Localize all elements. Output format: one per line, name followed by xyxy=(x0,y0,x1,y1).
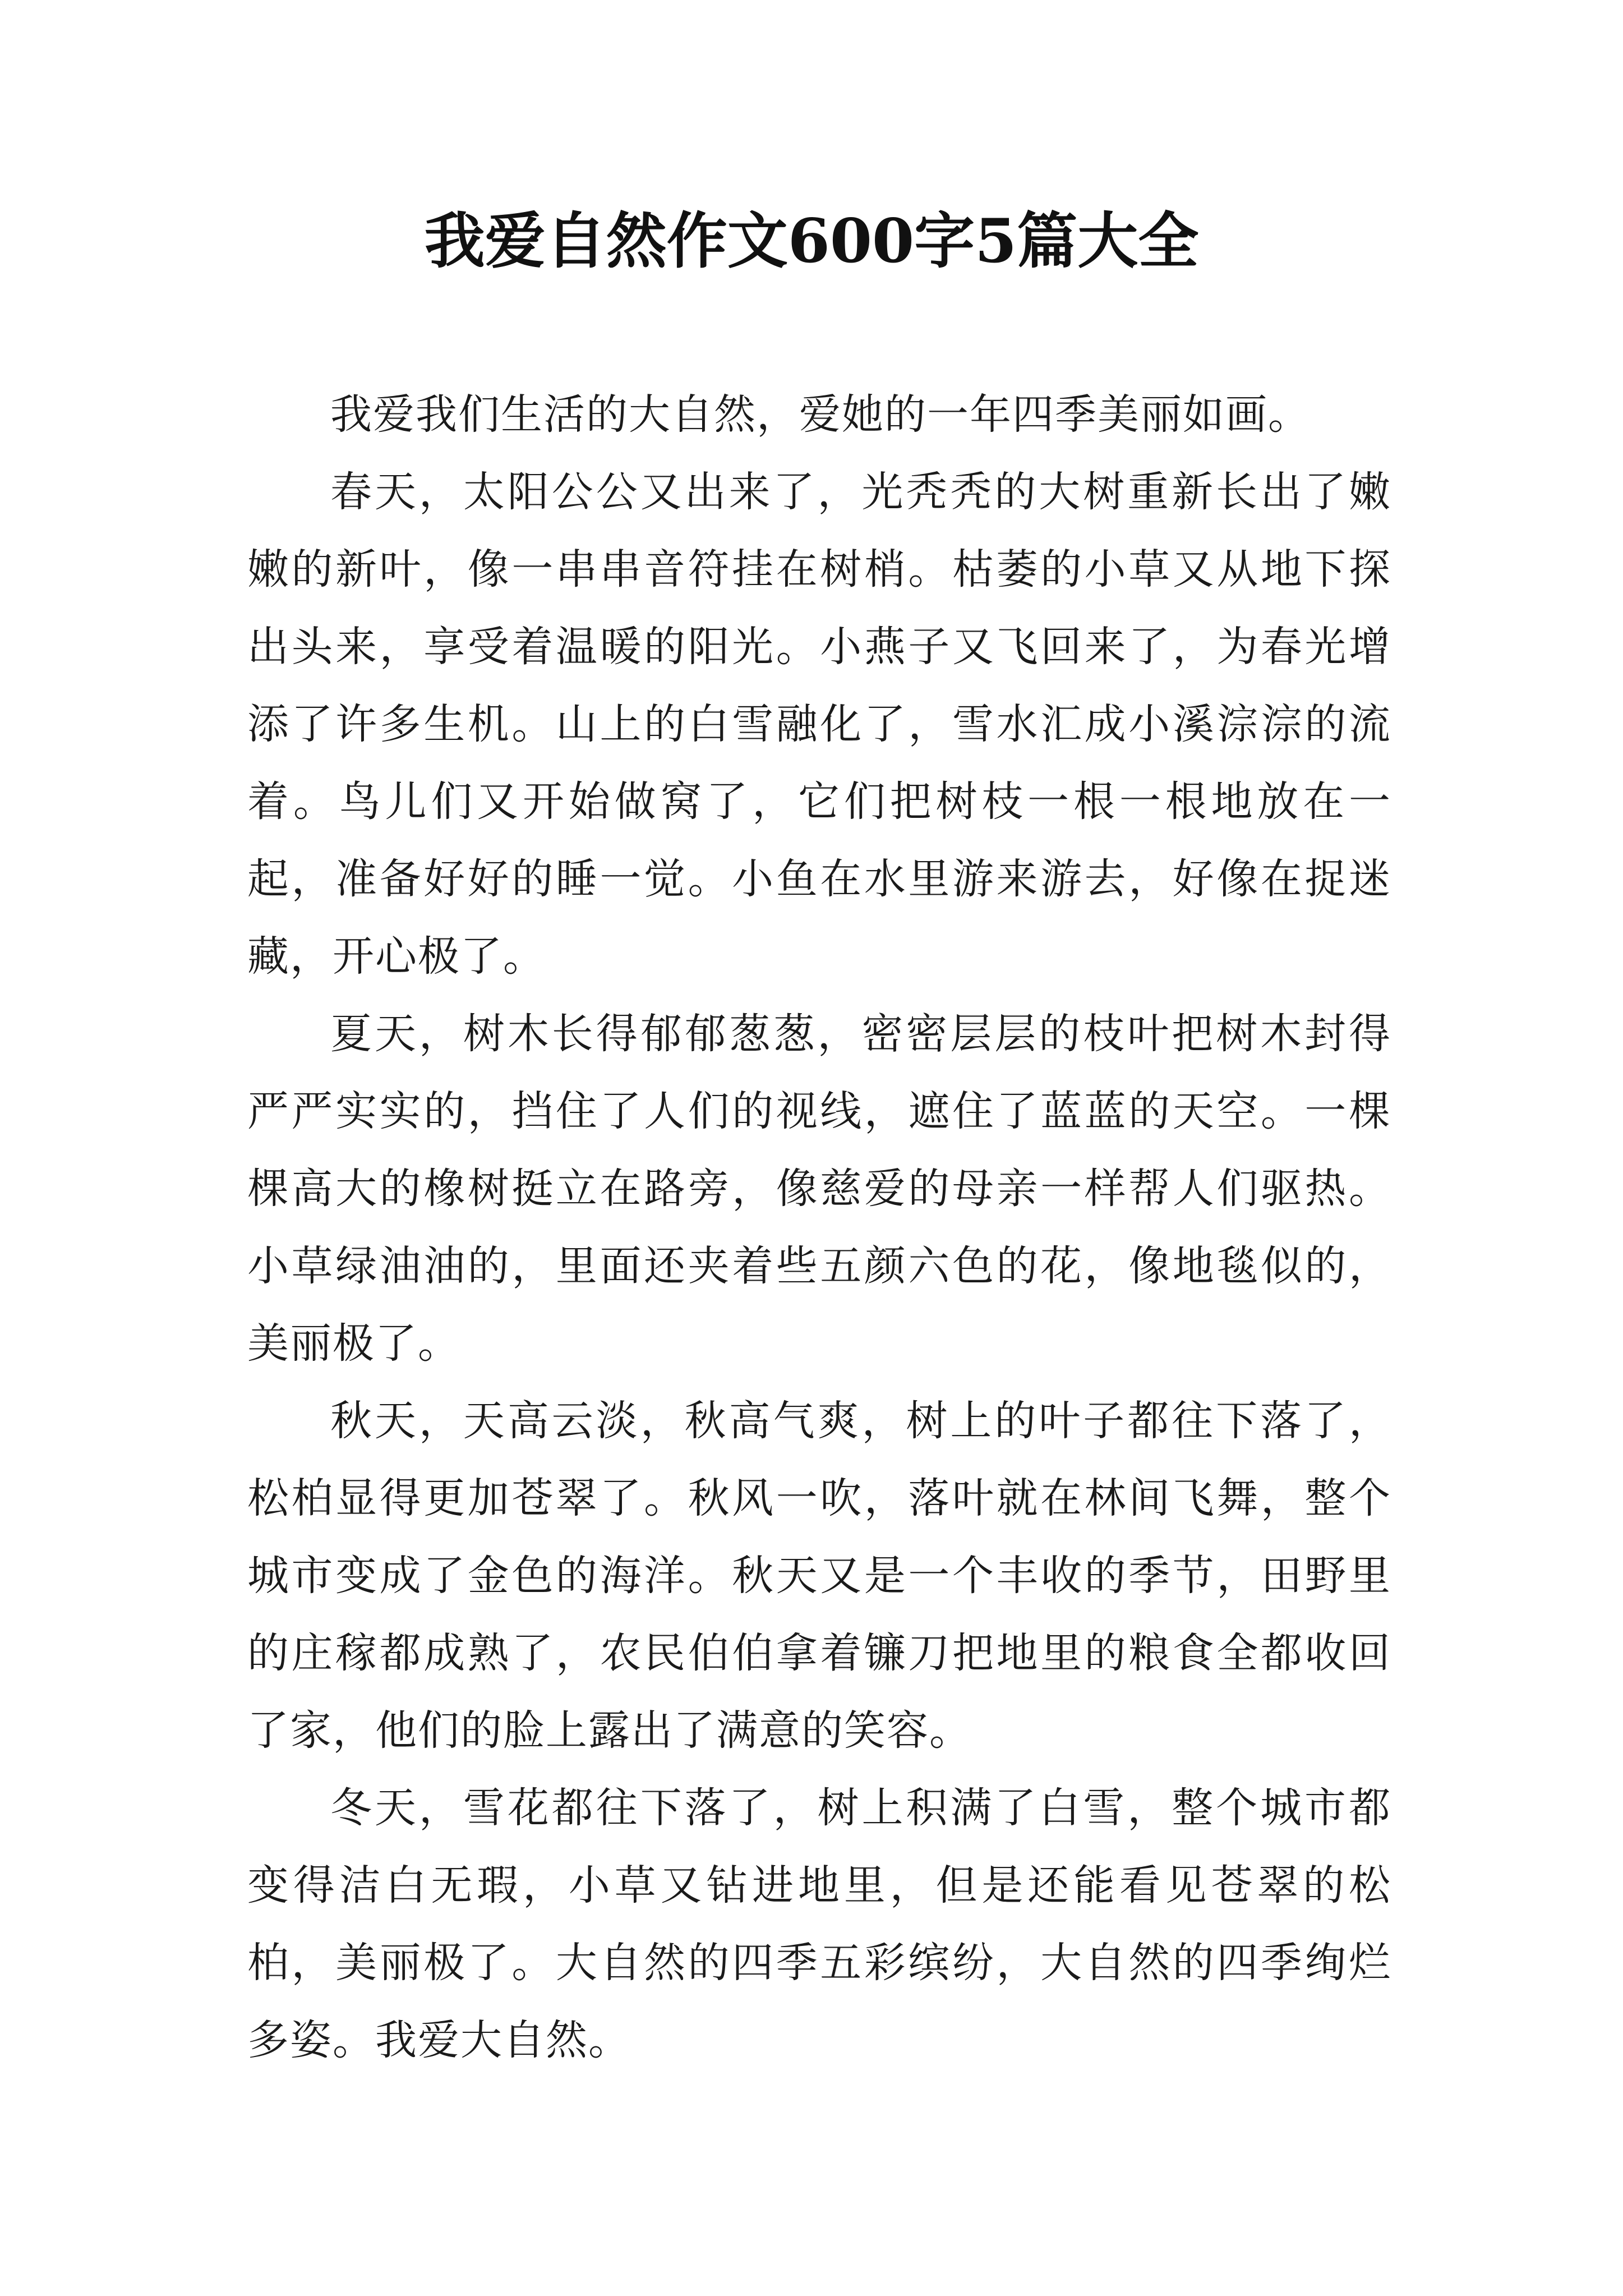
document-body xyxy=(247,376,1391,2079)
paragraph-spring: 春天，太阳公公又出来了，光秃秃的大树重新长出了嫩嫩的新叶，像一串串音符挂在树梢。枯萎的小草又从地下探出头来，享受着温暖的阳光。小燕子又飞回来了，为春光增添了许多生机。山上的白雪融化了，雪水汇成小溪淙淙的流着。鸟儿们又开始做窝了，它们把树枝一根一根地放在一起，准备好好的睡一觉。小鱼在水里游来游去，好像在捉迷藏，开心极了。 xyxy=(247,468,1391,981)
document-title: 我爱自然作文600字5篇大全 xyxy=(424,206,1199,277)
paragraph-winter: 冬天，雪花都往下落了，树上积满了白雪，整个城市都变得洁白无瑕，小草又钻进地里，但是还能看见苍翠的松柏，美丽极了。大自然的四季五彩缤纷，大自然的四季绚烂多姿。我爱大自然。 xyxy=(247,1784,1391,2064)
paragraph-intro: 我爱我们生活的大自然，爱她的一年四季美丽如画。 xyxy=(330,390,1311,439)
paragraph-summer: 夏天，树木长得郁郁葱葱，密密层层的枝叶把树木封得严严实实的，挡住了人们的视线，遮住了蓝蓝的天空。一棵棵高大的橡树挺立在路旁，像慈爱的母亲一样帮人们驱热。小草绿油油的，里面还夹着些五颜六色的花，像地毯似的，美丽极了。 xyxy=(247,1010,1391,1368)
paragraph-autumn: 秋天，天高云淡，秋高气爽，树上的叶子都往下落了，松柏显得更加苍翠了。秋风一吹，落叶就在林间飞舞，整个城市变成了金色的海洋。秋天又是一个丰收的季节，田野里的庄稼都成熟了，农民伯伯拿着镰刀把地里的粮食全都收回了家，他们的脸上露出了满意的笑容。 xyxy=(247,1397,1391,1755)
